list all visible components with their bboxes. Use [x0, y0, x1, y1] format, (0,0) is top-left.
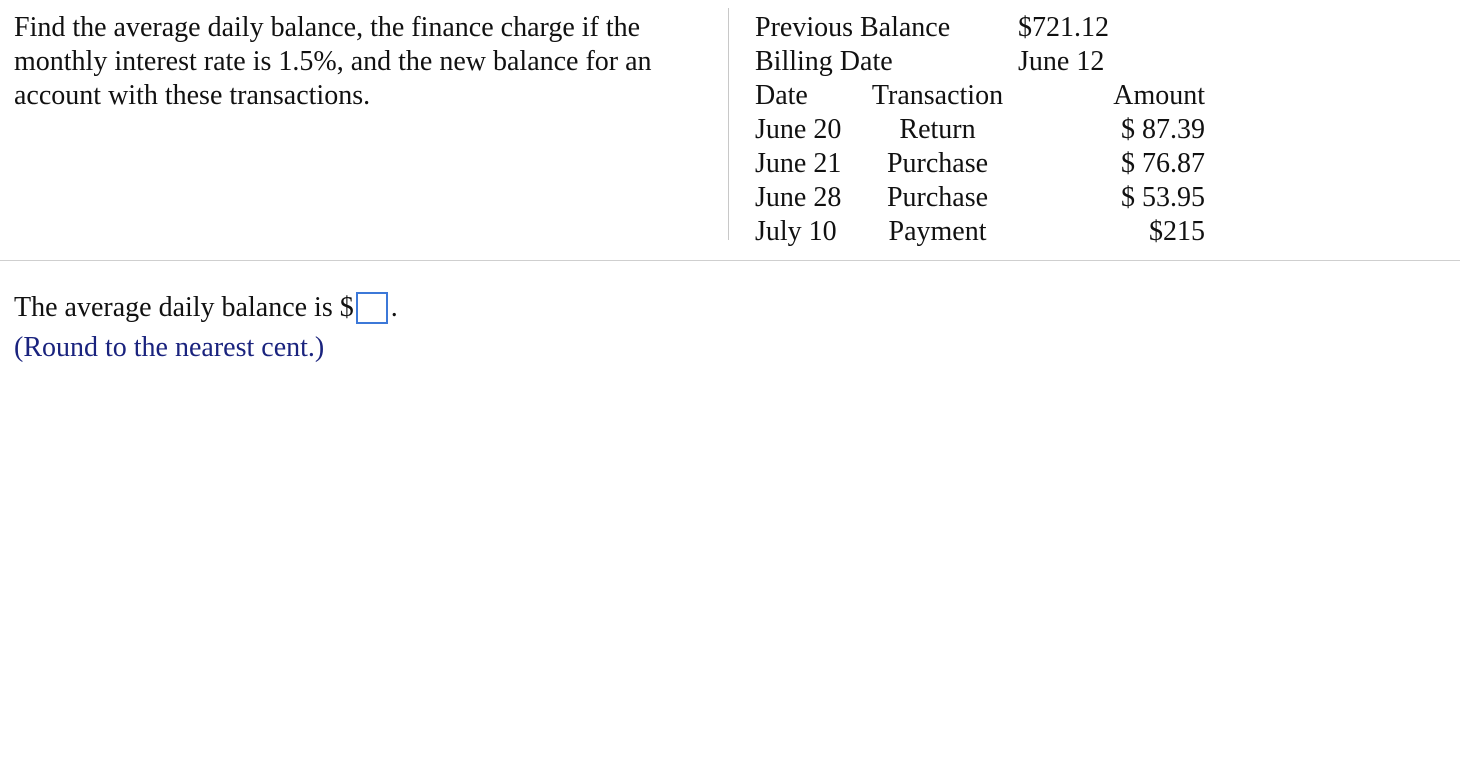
row-date: June 21 [755, 148, 842, 179]
row-date: June 20 [755, 114, 842, 145]
row-transaction: Return [899, 114, 976, 145]
billing-date-value: June 12 [1018, 46, 1105, 77]
question-prompt: Find the average daily balance, the finance charge if the monthly interest rate is 1.5%, and the new balance for an account with these transactions. [14, 12, 652, 111]
previous-balance-label: Previous Balance [755, 12, 951, 43]
row-date: July 10 [755, 216, 837, 247]
vertical-divider [728, 8, 729, 240]
row-amount: $ 76.87 [1121, 148, 1205, 179]
answer-line [14, 290, 398, 326]
answer-prefix-text: The average daily balance is $ [14, 292, 354, 323]
previous-balance-value: $721.12 [1018, 12, 1109, 43]
row-transaction: Purchase [886, 182, 989, 213]
question-area [0, 0, 1470, 260]
row-amount: $ 87.39 [1121, 114, 1205, 145]
header-transaction: Transaction [871, 80, 1004, 111]
horizontal-divider [0, 260, 1460, 261]
row-date: June 28 [755, 182, 842, 213]
header-amount: Amount [1113, 80, 1205, 111]
header-date: Date [755, 80, 808, 111]
row-transaction: Purchase [886, 148, 989, 179]
answer-area [14, 290, 398, 366]
billing-date-label: Billing Date [755, 46, 893, 77]
average-daily-balance-input[interactable] [356, 292, 388, 324]
answer-suffix-text: . [390, 292, 398, 323]
rounding-hint: (Round to the nearest cent.) [14, 332, 325, 363]
row-amount: $215 [1149, 216, 1205, 247]
row-amount: $ 53.95 [1121, 182, 1205, 213]
row-transaction: Payment [888, 216, 987, 247]
